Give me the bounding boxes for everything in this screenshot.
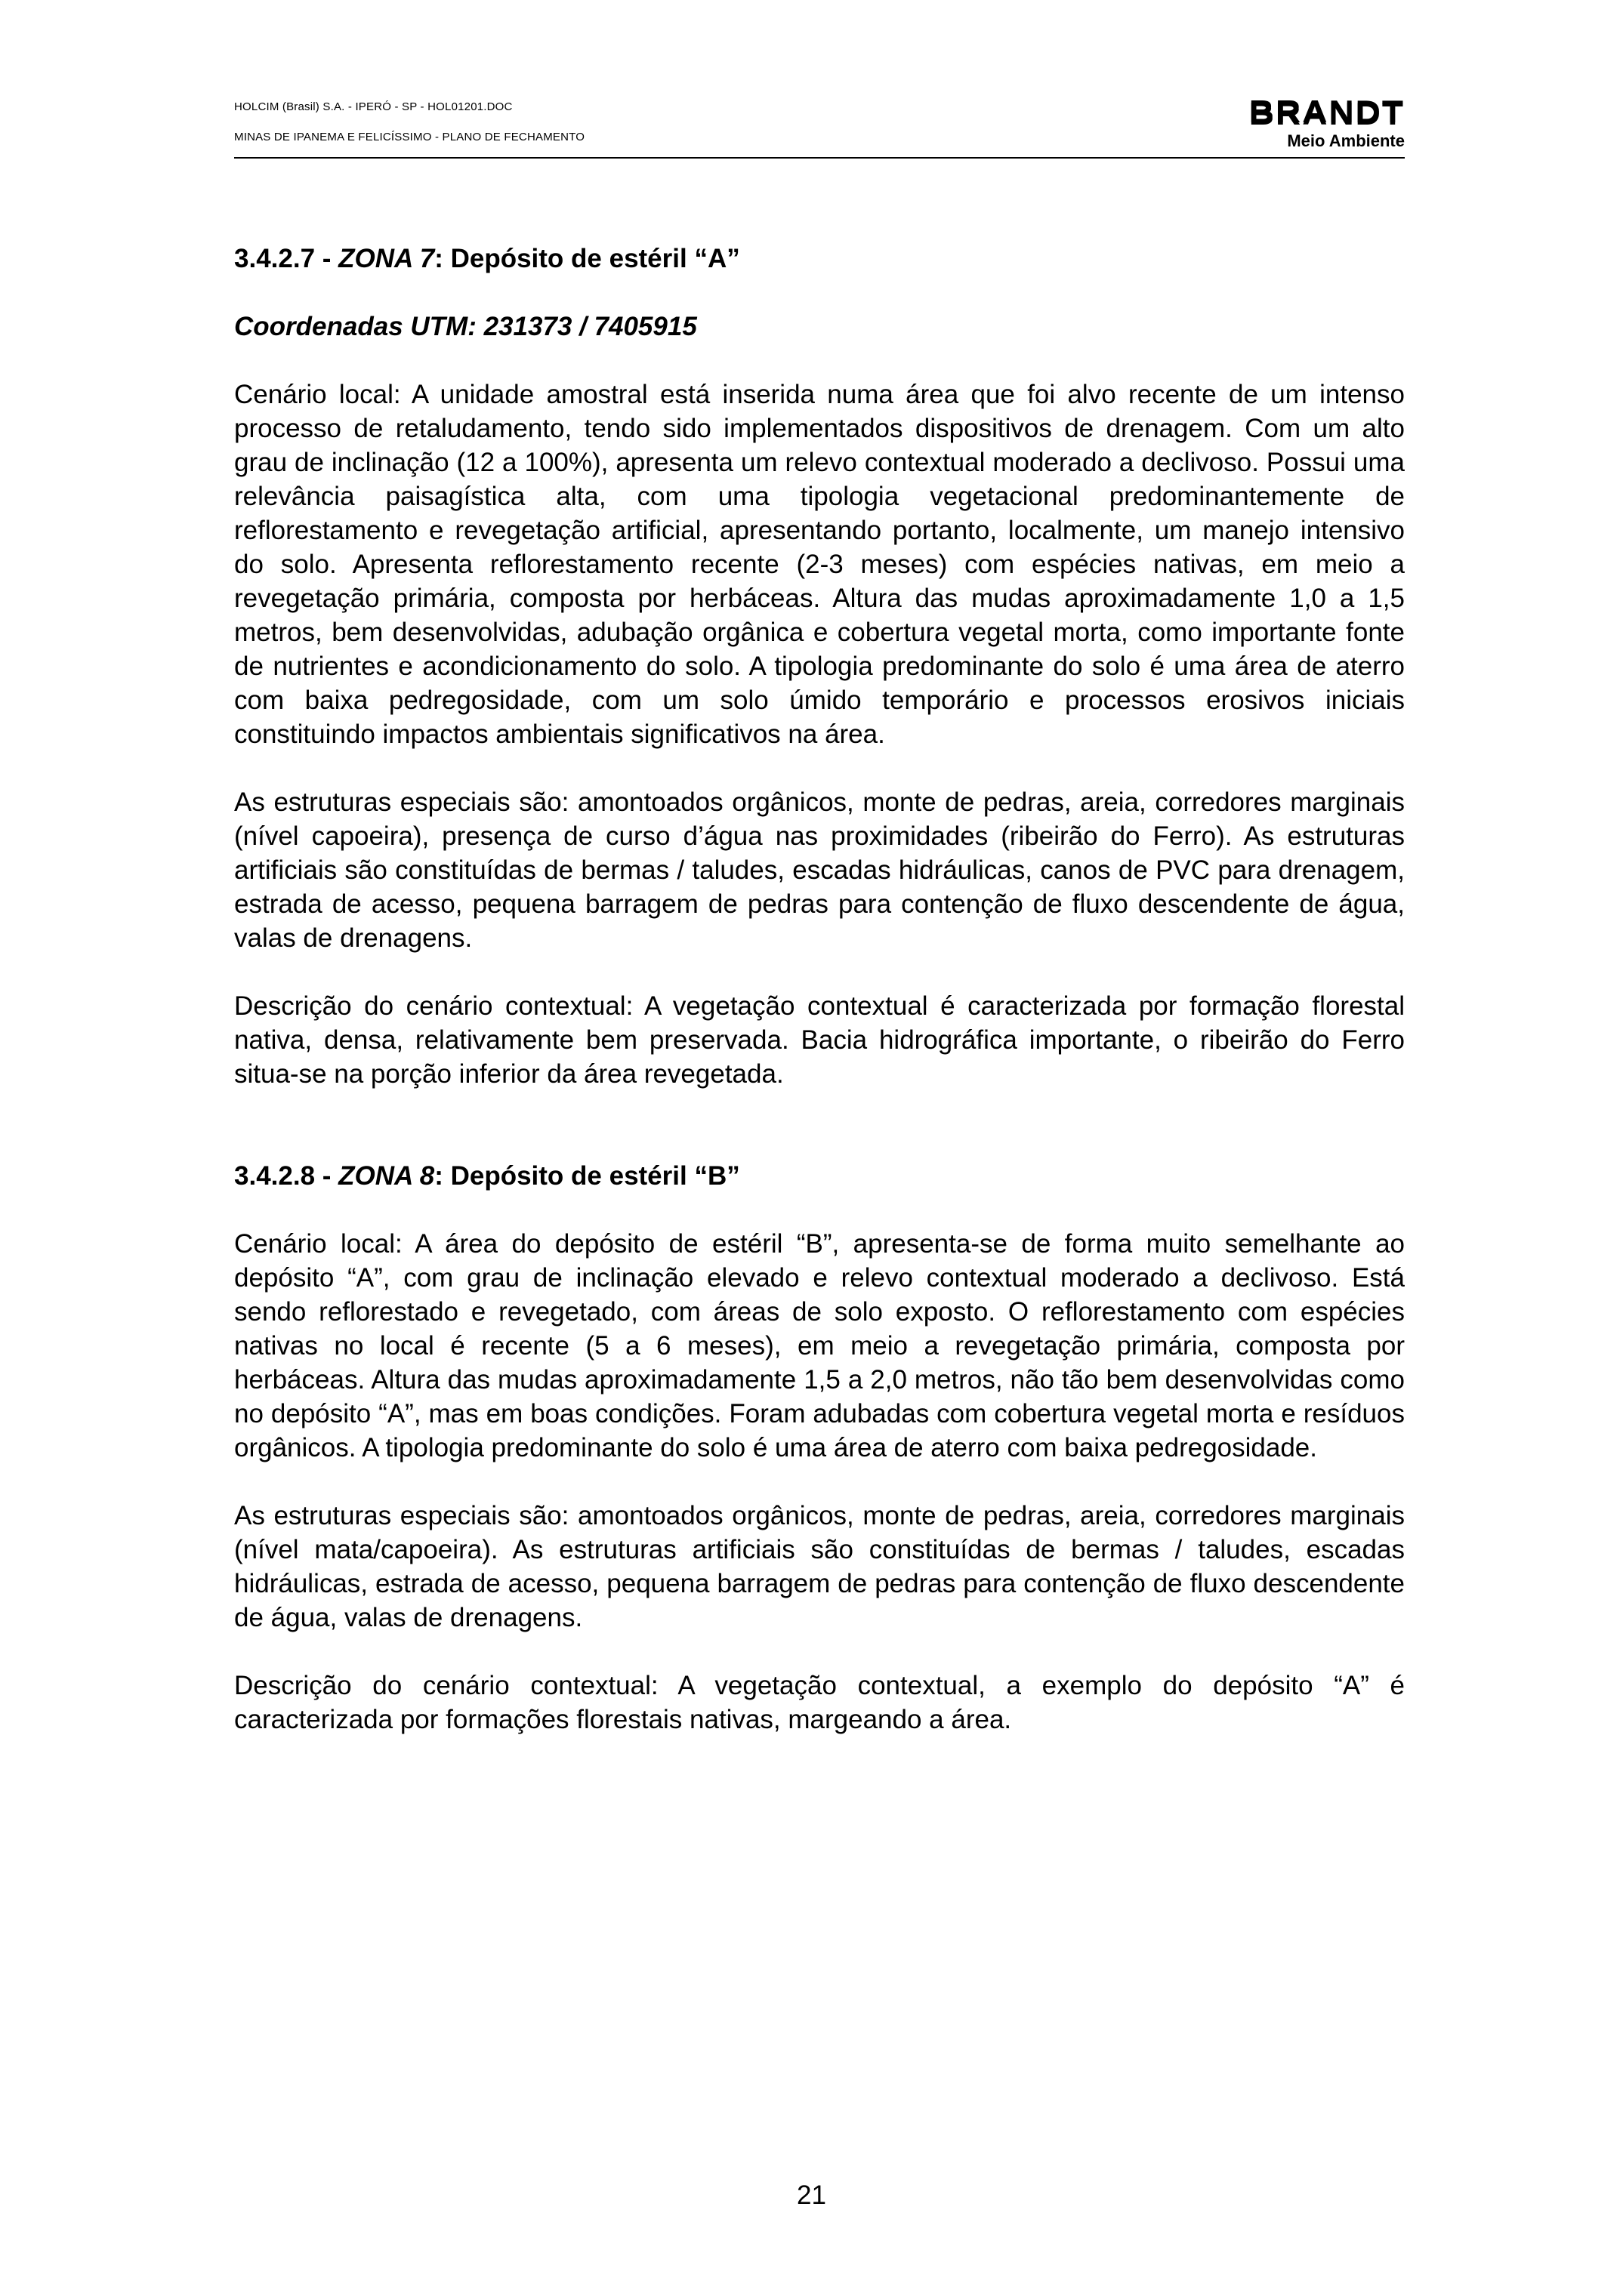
section-7-coordinates: Coordenadas UTM: 231373 / 7405915: [234, 312, 697, 341]
section-7-paragraph-1: Cenário local: A unidade amostral está inserida numa área que foi alvo recente de um intenso processo de retaludamento, tendo sido implementados dispositivos de drenagem. Com um alto grau de inclinação (12 a 100%), apresenta um relevo contextual moderado a declivoso. Possui uma relevância paisagística alta, com uma tipologia vegetacional predominantemente de reflorestamento e revegetação artificial, apresentando portanto, localmente, um manejo intensivo do solo. Apresenta reflorestamento recente (2-3 meses) com espécies nativas, em meio a revegetação primária, composta por herbáceas. Altura das mudas aproximadamente 1,0 a 1,5 metros, bem desenvolvidas, adubação orgânica e cobertura vegetal morta, como importante fonte de nutrientes e acondicionamento do solo. A tipologia predominante do solo é uma área de aterro com baixa pedregosidade, com um solo úmido temporário e processos erosivos iniciais constituindo impactos ambientais significativos na área.: [234, 380, 1405, 749]
header-divider: [234, 157, 1405, 159]
section-7-paragraph-3: Descrição do cenário contextual: A vegetação contextual é caracterizada por formação florestal nativa, densa, relativamente bem preservada. Bacia hidrográfica importante, o ribeirão do Ferro situa-se na porção inferior da área revegetada.: [234, 991, 1405, 1089]
logo-subtitle: Meio Ambiente: [1287, 131, 1405, 150]
section-7-paragraph-2: As estruturas especiais são: amontoados orgânicos, monte de pedras, areia, corredores marginais (nível capoeira), presença de curso d’água nas proximidades (ribeirão do Ferro). As estruturas artificiais são constituídas de bermas / taludes, escadas hidráulicas, canos de PVC para drenagem, estrada de acesso, pequena barragem de pedras para contenção de fluxo descendente de água, valas de drenagens.: [234, 787, 1405, 953]
section-7-heading: [234, 242, 1405, 276]
section-7-number: 3.4.2.7 -: [234, 244, 332, 273]
section-8-paragraph-3: Descrição do cenário contextual: A vegetação contextual, a exemplo do depósito “A” é caracterizada por formações florestais nativas, margeando a área.: [234, 1671, 1405, 1734]
section-8-number: 3.4.2.8 -: [234, 1161, 332, 1191]
header-document-title: MINAS DE IPANEMA E FELICÍSSIMO - PLANO DE FECHAMENTO: [234, 131, 585, 143]
section-7-title: : Depósito de estéril “A”: [434, 244, 740, 273]
section-8-paragraph-1: Cenário local: A área do depósito de estéril “B”, apresenta-se de forma muito semelhante ao depósito “A”, com grau de inclinação elevado e relevo contextual moderado a declivoso. Está sendo reflorestado e revegetado, com áreas de solo exposto. O reflorestamento com espécies nativas no local é recente (5 a 6 meses), em meio a revegetação primária, composta por herbáceas. Altura das mudas aproximadamente 1,5 a 2,0 metros, não tão bem desenvolvidas como no depósito “A”, mas em boas condições. Foram adubadas com cobertura vegetal morta e resíduos orgânicos. A tipologia predominante do solo é uma área de aterro com baixa pedregosidade.: [234, 1229, 1405, 1462]
section-8-title: : Depósito de estéril “B”: [434, 1161, 740, 1191]
page-header: [234, 94, 1405, 159]
brandt-logo: [1246, 94, 1405, 156]
section-8-paragraph-2: As estruturas especiais são: amontoados orgânicos, monte de pedras, areia, corredores marginais (nível mata/capoeira). As estruturas artificiais são constituídas de bermas / taludes, escadas hidráulicas, estrada de acesso, pequena barragem de pedras para contenção de fluxo descendente de água, valas de drenagens.: [234, 1501, 1405, 1632]
page-number: 21: [797, 2180, 826, 2210]
section-8-heading: [234, 1159, 1405, 1193]
header-document-id: HOLCIM (Brasil) S.A. - IPERÓ - SP - HOL01201.DOC: [234, 100, 513, 113]
section-7-zone: ZONA 7: [338, 244, 435, 273]
logo-wordmark: BRANDT: [1248, 94, 1405, 130]
page-body: [234, 242, 1405, 1737]
section-8-zone: ZONA 8: [338, 1161, 435, 1191]
